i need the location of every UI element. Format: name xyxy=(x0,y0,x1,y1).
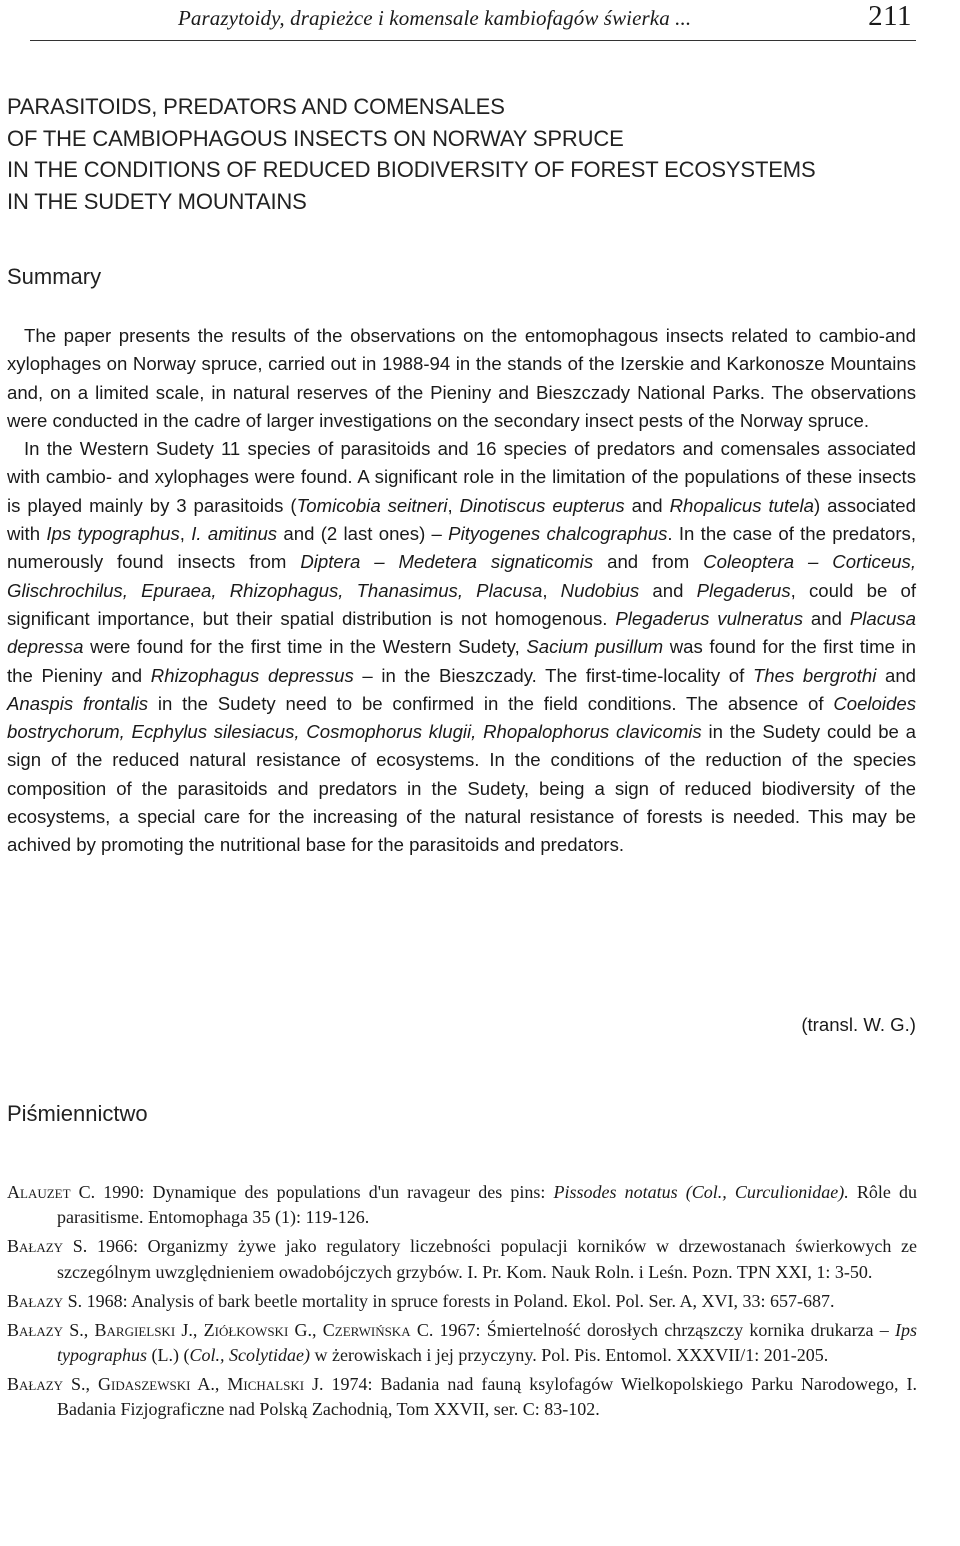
title-line-1: PARASITOIDS, PREDATORS AND COMENSALES xyxy=(7,94,505,119)
species-name: Coeloides bostrychorum, Ecphylus silesiacus, Cosmophorus klugii, Rhopalophorus clavicomis xyxy=(7,692,917,743)
text: and xyxy=(624,494,670,516)
summary-paragraph-2 xyxy=(7,435,916,859)
reference-text: S., xyxy=(63,1373,98,1394)
reference-text: G., xyxy=(288,1319,323,1340)
translator-note: (transl. W. G.) xyxy=(801,1014,916,1035)
author-name: Bałazy xyxy=(7,1290,64,1311)
author-name: Czerwińska xyxy=(322,1319,411,1340)
reference-text: Rôle du parasitisme. Entomophaga 35 (1): 119-126. xyxy=(57,1182,918,1228)
species-name: Coleoptera – Corticeus, Glischrochilus, Epuraea, Rhizophagus, Thanasimus, Placusa xyxy=(7,551,916,601)
author-name: Alauzet xyxy=(7,1182,71,1202)
author-name: Bałazy xyxy=(7,1373,64,1394)
species-name: Rhizophagus depressus xyxy=(150,664,354,686)
reference-item xyxy=(7,1234,917,1285)
paper-title xyxy=(7,91,937,217)
text: , could be of significant importance, but their spatial distribution is not homogenous. xyxy=(7,579,916,629)
reference-italic: Col., Scolytidae) xyxy=(189,1344,310,1365)
text: and (2 last ones) – xyxy=(277,523,449,545)
author-name: Bargielski xyxy=(94,1319,176,1340)
author-name: Bałazy xyxy=(7,1319,64,1340)
reference-text: A., xyxy=(190,1373,228,1394)
species-name: Plegaderus xyxy=(696,579,791,601)
summary-paragraph-1: The paper presents the results of the observations on the entomophagous insects related to cambio-and xylophages on Norway spruce, carried out in 1988-94 in the stands of the Izerskie and Karkonosze Mountains and, on a limited scale, in natural reserves of the Pieniny and Bieszczady National Parks. The observations were conducted in the cadre of larger investigations on the secondary insect pests of the Norway spruce. xyxy=(7,325,916,431)
text: ) associated with xyxy=(7,494,916,545)
species-name: Sacium pusillum xyxy=(526,636,664,658)
species-name: I. amitinus xyxy=(191,523,278,545)
species-name: Pityogenes chalcographus xyxy=(448,523,668,545)
reference-item xyxy=(7,1372,917,1423)
species-name: Rhopalicus tutela xyxy=(669,494,814,516)
species-name: Dinotiscus eupterus xyxy=(459,494,625,516)
text: , xyxy=(179,523,192,545)
author-name: Bałazy xyxy=(7,1236,64,1257)
reference-text: J. 1974: Badania nad fauną ksylofagów Wielkopolskiego Parku Narodowego, I. Badania Fizjograficzne nad Polską Zachodnią, Tom XXVII, ser. C: 83-102. xyxy=(57,1373,917,1420)
text: and xyxy=(876,664,916,686)
reference-italic: Pissodes notatus (Col., Curculionidae). xyxy=(553,1182,849,1202)
reference-italic: Ips typographus xyxy=(57,1319,917,1365)
running-title: Parazytoidy, drapieżce i komensale kambiofagów świerka ... xyxy=(178,6,692,30)
species-name: Ips typographus xyxy=(46,523,180,545)
page-number: 211 xyxy=(868,0,912,32)
author-name: Michalski xyxy=(227,1373,305,1394)
reference-item xyxy=(7,1289,917,1314)
references-heading: Piśmiennictwo xyxy=(7,1101,148,1126)
author-name: Ziółkowski xyxy=(203,1319,289,1340)
text: in the Sudety could be a sign of the reduced natural resistance of ecosystems. In the conditions of the reduction of the species composition of the parasitoids and predators in the Sudety, being a sign of reduced biodiversity of the ecosystems, a special care for the increasing of the natural resistance of forests is needed. This may be achived by promoting the nutritional base for the parasitoids and predators. xyxy=(7,721,916,856)
species-name: Diptera – Medetera signaticomis xyxy=(300,551,594,573)
text: in the Sudety need to be confirmed in the field conditions. The absence of xyxy=(148,692,834,714)
text: and from xyxy=(593,551,704,573)
reference-text: (L.) ( xyxy=(147,1344,190,1365)
species-name: Tomicobia seitneri xyxy=(296,494,448,516)
species-name: Plegaderus vulneratus xyxy=(615,607,804,629)
summary-heading: Summary xyxy=(7,264,102,289)
reference-text: w żerowiskach i jej przyczyny. Pol. Pis. Entomol. XXXVII/1: 201-205. xyxy=(309,1344,829,1365)
reference-text: C. 1990: Dynamique des populations d'un ravageur des pins: xyxy=(70,1182,554,1202)
reference-text: J., xyxy=(175,1319,204,1340)
text: was found for the first time in the Pieniny and xyxy=(7,636,916,686)
summary-body xyxy=(7,322,916,860)
text: and xyxy=(639,579,697,601)
species-name: Anaspis frontalis xyxy=(7,692,149,714)
text: In the Western Sudety 11 species of parasitoids and 16 species of predators and comensales associated with cambio- and xylophages were found. A significant role in the limitation of the populations of these insects is played mainly by 3 parasitoids ( xyxy=(7,438,916,516)
text: , xyxy=(447,494,460,516)
reference-item xyxy=(7,1318,917,1369)
reference-text: S. 1968: Analysis of bark beetle mortality in spruce forests in Poland. Ekol. Pol. Ser. A, XVI, 33: 657-687. xyxy=(63,1290,835,1311)
reference-text: S. 1966: Organizmy żywe jako regulatory liczebności populacji korników w drzewostanach świerkowych ze szczególnym uwzględnieniem owadobójczych grzybów. I. Pr. Kom. Nauk Roln. i Leśn. Pozn. TPN XXI, 1: 3-50. xyxy=(57,1236,917,1282)
text: – in the Bieszczady. The first-time-locality of xyxy=(353,664,753,686)
species-name: Thes bergrothi xyxy=(752,664,877,686)
reference-text: C. 1967: Śmiertelność dorosłych chrząszczy kornika drukarza – xyxy=(410,1319,895,1340)
reference-item xyxy=(7,1180,917,1231)
title-line-2: OF THE CAMBIOPHAGOUS INSECTS ON NORWAY SPRUCE xyxy=(7,125,624,151)
running-header xyxy=(30,2,916,41)
title-line-4: IN THE SUDETY MOUNTAINS xyxy=(7,188,307,214)
reference-text: S., xyxy=(63,1319,95,1340)
author-name: Gidaszewski xyxy=(98,1373,191,1394)
title-line-3: IN THE CONDITIONS OF REDUCED BIODIVERSITY OF FOREST ECOSYSTEMS xyxy=(7,157,816,182)
text: were found for the first time in the Western Sudety, xyxy=(83,636,527,658)
species-name: Placusa depressa xyxy=(7,607,916,658)
species-name: Nudobius xyxy=(560,579,640,601)
text: . In the case of the predators, numerously found insects from xyxy=(7,523,916,573)
reference-list xyxy=(7,1180,917,1426)
text: , xyxy=(542,579,561,601)
text: and xyxy=(803,607,850,629)
